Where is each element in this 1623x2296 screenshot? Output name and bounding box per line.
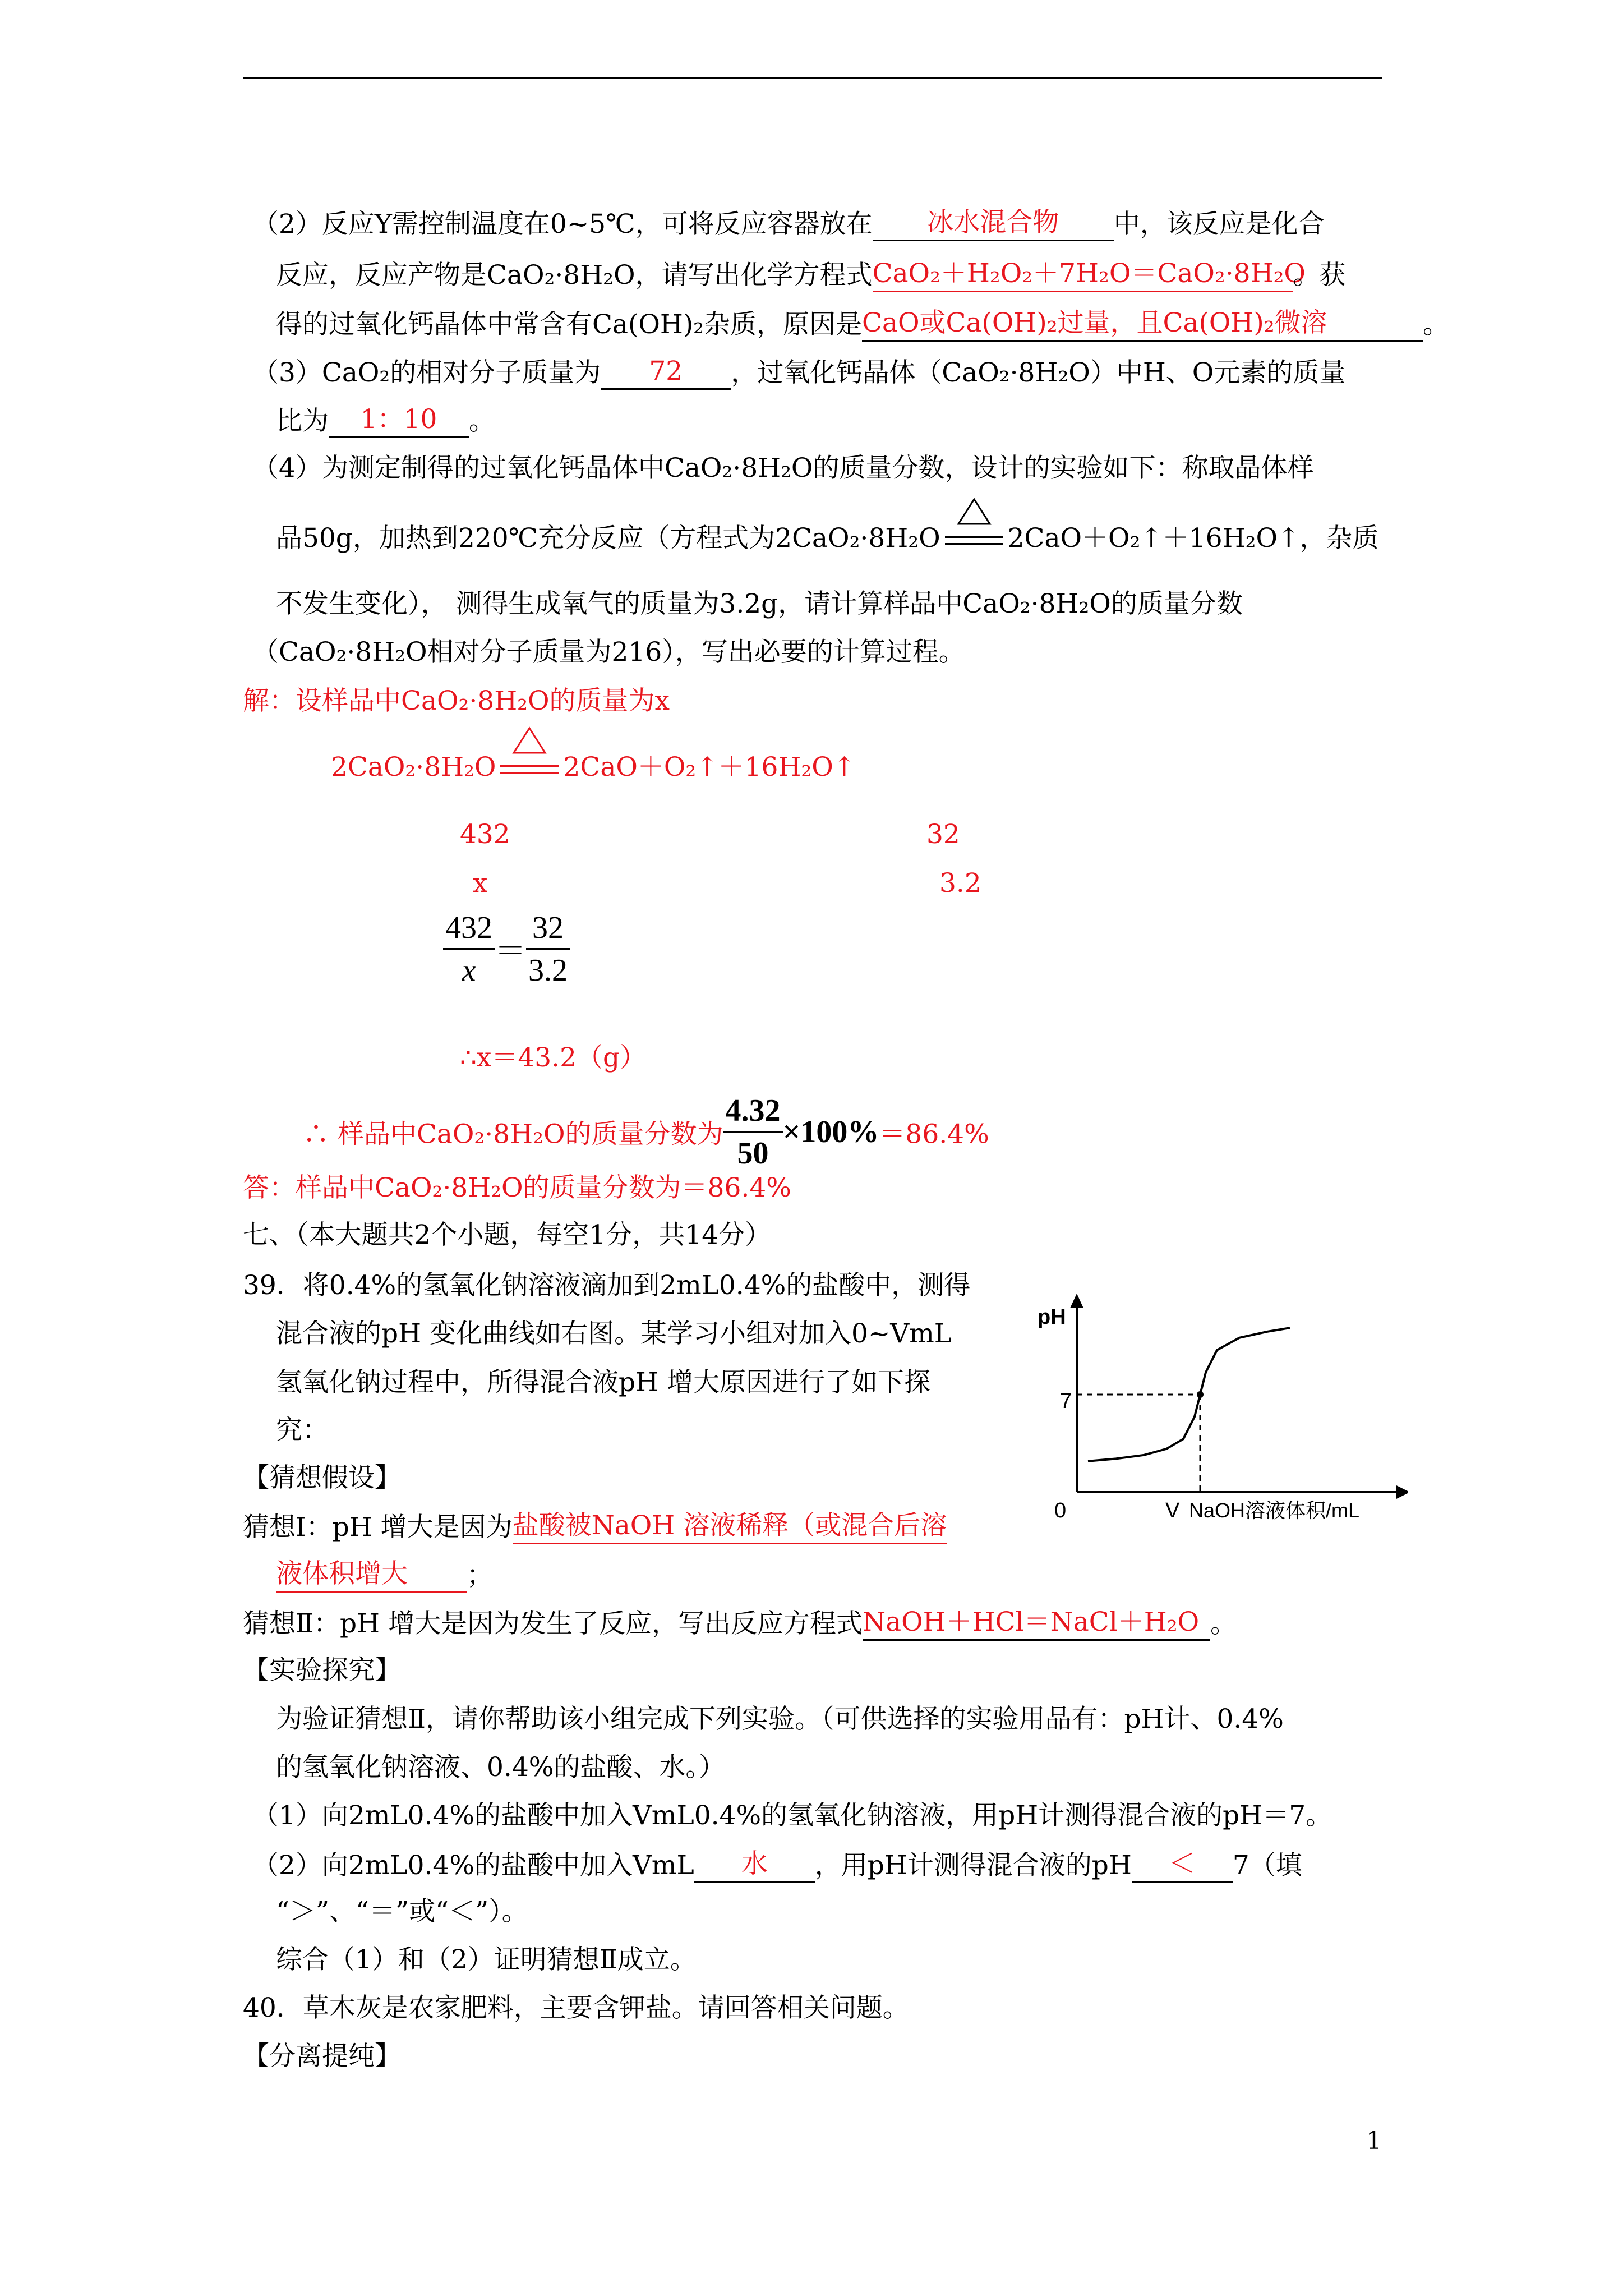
hypothesis-2-answer: NaOH＋HCl＝NaCl＋H₂O bbox=[862, 1607, 1200, 1637]
q2-line-1: （2）反应Y需控制温度在0~5℃，可将反应容器放在 冰水混合物 中，该反应是化合 bbox=[252, 206, 1325, 241]
q3-answer-2: 1：10 bbox=[360, 404, 437, 435]
triangle-icon bbox=[956, 497, 992, 526]
q4-line-4: （CaO₂·8H₂O相对分子质量为216），写出必要的计算过程。 bbox=[252, 637, 965, 668]
q4-line-3: 不发生变化）， 测得生成氧气的质量为3.2g，请计算样品中CaO₂·8H₂O的质量分数 bbox=[276, 588, 1243, 619]
q3-answer-1: 72 bbox=[649, 356, 683, 386]
section-heading: 七、（本大题共2个小题，每空1分，共14分） bbox=[243, 1220, 772, 1250]
percentage-fraction: $\frac{4.32}{50}$ bbox=[723, 1091, 783, 1174]
heating-arrow bbox=[496, 751, 563, 784]
heating-arrow bbox=[940, 522, 1008, 555]
percentage-line: ∴ 样品中CaO₂·8H₂O的质量分数为 $\frac{4.32}{50}$ ×100%＝86.4% bbox=[303, 1091, 989, 1174]
solution-let: 解：设样品中CaO₂·8H₂O的质量为x bbox=[243, 685, 670, 716]
fraction-right: $\frac{32}{3.2}$ bbox=[526, 908, 570, 991]
q39-line-4: 究： bbox=[276, 1415, 329, 1446]
y-axis-label: pH bbox=[1038, 1305, 1066, 1329]
q3-line-1: （3）CaO₂的相对分子质量为 72 ，过氧化钙晶体（CaO₂·8H₂O）中H、O元素的质量 bbox=[252, 355, 1345, 390]
q39-line-2: 混合液的pH 变化曲线如右图。某学习小组对加入0~VmL bbox=[276, 1318, 952, 1349]
experiment-heading: 【实验探究】 bbox=[243, 1655, 401, 1686]
q4-line-1: （4）为测定制得的过氧化钙晶体中CaO₂·8H₂O的质量分数，设计的实验如下：称取晶体样 bbox=[252, 453, 1314, 484]
experiment-intro-2: 的氢氧化钠溶液、0.4%的盐酸、水。） bbox=[276, 1752, 725, 1783]
hypothesis-2: 猜想Ⅱ：pH 增大是因为发生了反应，写出反应方程式NaOH＋HCl＝NaCl＋H₂O 。 bbox=[243, 1605, 1237, 1641]
triangle-icon bbox=[511, 726, 547, 755]
mass-var-2: 3.2 bbox=[939, 868, 981, 899]
y-axis-arrow bbox=[1070, 1294, 1083, 1308]
fraction-left: $\frac{432}{x}$ bbox=[443, 908, 495, 991]
hypothesis-1-answer: 盐酸被NaOH 溶液稀释（或混合后溶 bbox=[512, 1510, 947, 1541]
q39-line-3: 氢氧化钠过程中，所得混合液pH 增大原因进行了如下探 bbox=[276, 1367, 931, 1398]
x-mark-label: V bbox=[1165, 1499, 1180, 1522]
q2-answer-2: CaO₂＋H₂O₂＋7H₂O＝CaO₂·8H₂O bbox=[872, 258, 1306, 289]
solution-equation: 2CaO₂·8H₂O 2CaO＋O₂↑＋16H₂O↑ bbox=[331, 751, 855, 784]
q39-line-1: 39．将0.4%的氢氧化钠溶液滴加到2mL0.4%的盐酸中，测得 bbox=[243, 1270, 971, 1301]
x-axis-arrow bbox=[1396, 1485, 1408, 1499]
experiment-intro-1: 为验证猜想Ⅱ，请你帮助该小组完成下列实验。（可供选择的实验用品有：pH计、0.4% bbox=[276, 1704, 1284, 1734]
q2-answer-1: 冰水混合物 bbox=[927, 207, 1059, 238]
x-axis-label: NaOH溶液体积/mL bbox=[1189, 1499, 1360, 1522]
origin-label: 0 bbox=[1054, 1499, 1067, 1522]
q2-line-3: 得的过氧化钙晶体中常含有Ca(OH)₂杂质，原因是CaO或Ca(OH)₂过量，且Ca(OH)₂微溶 。 bbox=[276, 306, 1449, 342]
step-2-answer-2: ＜ bbox=[1169, 1848, 1196, 1879]
ph-titration-chart bbox=[1038, 1285, 1408, 1543]
hypothesis-1-cont: 液体积增大 ； bbox=[276, 1557, 493, 1593]
molar-mass-1: 432 bbox=[460, 819, 510, 850]
hypothesis-1: 猜想Ⅰ：pH 增大是因为盐酸被NaOH 溶液稀释（或混合后溶 bbox=[243, 1509, 947, 1544]
proportion-equation: $\frac{432}{x}$ ＝ $\frac{32}{3.2}$ bbox=[443, 908, 570, 991]
separation-heading: 【分离提纯】 bbox=[243, 2041, 401, 2072]
q2-line-2: 反应，反应产物是CaO₂·8H₂O，请写出化学方程式CaO₂＋H₂O₂＋7H₂O＝CaO₂·8H₂O。获 bbox=[276, 257, 1346, 292]
q2-answer-3: CaO或Ca(OH)₂过量，且Ca(OH)₂微溶 bbox=[862, 307, 1327, 338]
equivalence-point bbox=[1197, 1391, 1204, 1398]
experiment-fill-hint: “＞”、“＝”或“＜”）。 bbox=[276, 1896, 528, 1927]
header-rule bbox=[243, 77, 1382, 79]
solution-result: ∴x＝43.2（g） bbox=[460, 1042, 647, 1073]
q40-line-1: 40．草木灰是农家肥料，主要含钾盐。请回答相关问题。 bbox=[243, 1993, 909, 2023]
step-2-answer-1: 水 bbox=[741, 1848, 768, 1879]
hypothesis-1-answer-cont: 液体积增大 bbox=[276, 1558, 408, 1589]
molar-mass-2: 32 bbox=[926, 819, 960, 850]
y-mark-label: 7 bbox=[1060, 1389, 1072, 1413]
solution-answer: 答：样品中CaO₂·8H₂O的质量分数为＝86.4% bbox=[243, 1172, 791, 1203]
experiment-conclusion: 综合（1）和（2）证明猜想Ⅱ成立。 bbox=[276, 1944, 697, 1975]
page-number: 1 bbox=[1366, 2127, 1382, 2155]
mass-var-1: x bbox=[473, 868, 488, 899]
experiment-step-2: （2）向2mL0.4%的盐酸中加入VmL 水 ，用pH计测得混合液的pH ＜ 7（填 bbox=[252, 1847, 1302, 1883]
hypothesis-heading: 【猜想假设】 bbox=[243, 1462, 401, 1493]
q3-line-2: 比为 1：10 。 bbox=[276, 403, 495, 438]
q4-line-2: 品50g，加热到220℃充分反应（方程式为2CaO₂·8H₂O 2CaO＋O₂↑＋16H₂O↑，杂质 bbox=[276, 522, 1378, 555]
experiment-step-1: （1）向2mL0.4%的盐酸中加入VmL0.4%的氢氧化钠溶液，用pH计测得混合液的pH＝7。 bbox=[252, 1800, 1332, 1831]
